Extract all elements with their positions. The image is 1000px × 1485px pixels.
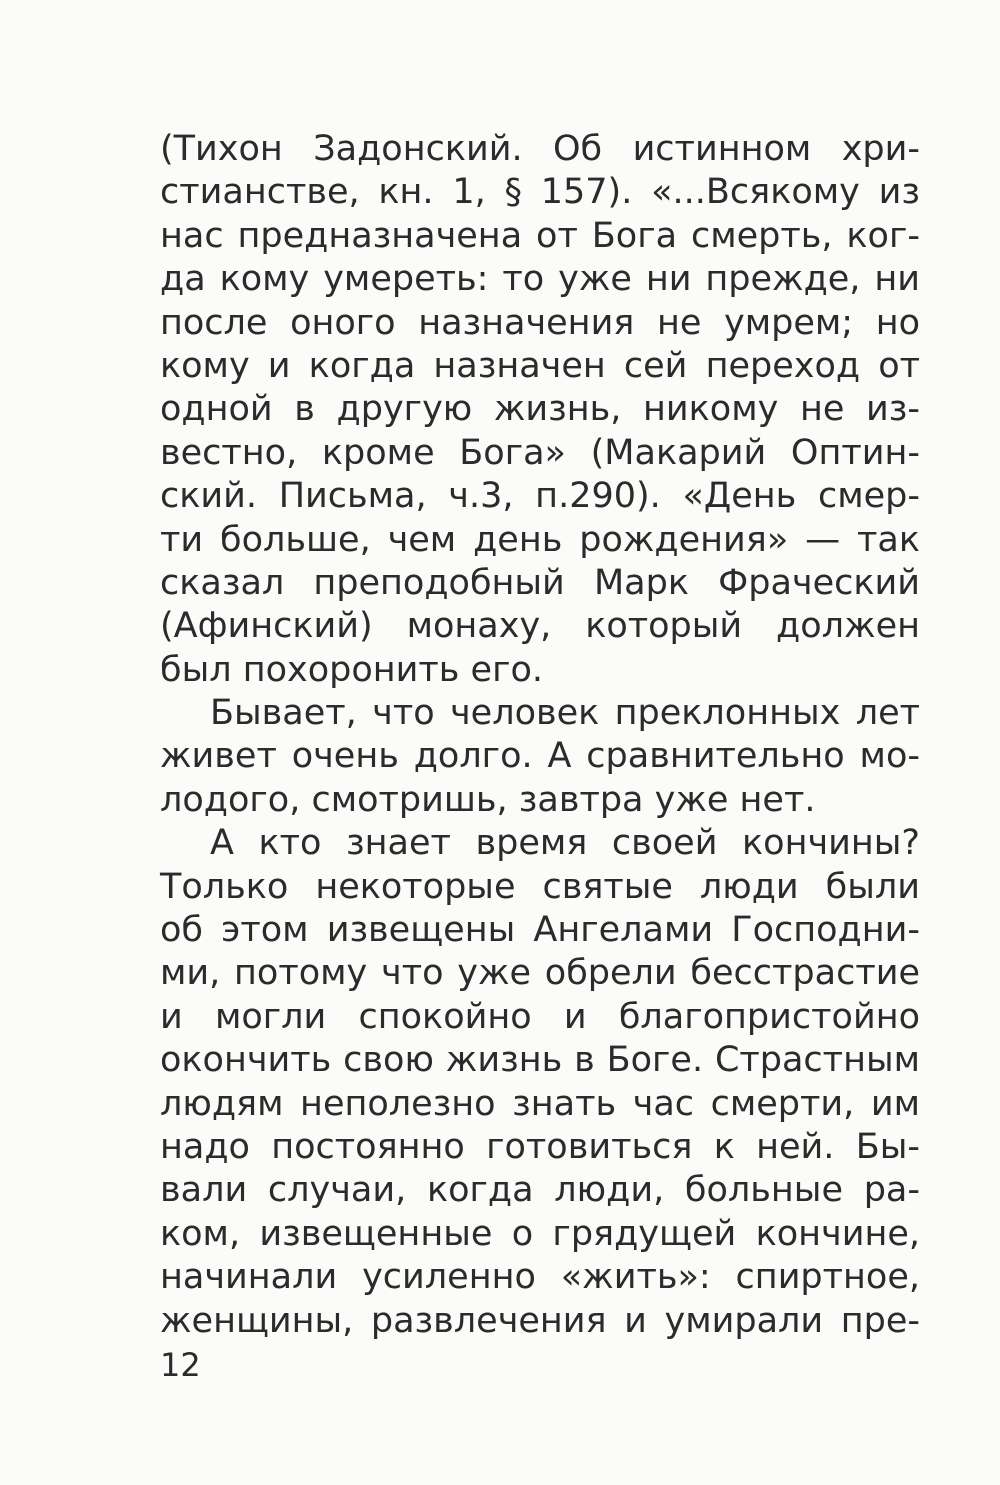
text-line: да кому умереть: то уже ни прежде, ни — [160, 259, 920, 300]
text-line: одной в другую жизнь, никому не из- — [160, 389, 920, 430]
body-text — [160, 128, 920, 1343]
text-line: начинали усиленно «жить»: спиртное, — [160, 1257, 920, 1298]
text-line: Бывает, что человек преклонных лет — [210, 693, 920, 734]
text-line: (Тихон Задонский. Об истинном хри- — [160, 129, 920, 169]
text-line: ми, потому что уже обрели бесстрастие — [160, 953, 920, 994]
text-line: А кто знает время своей кончины? — [210, 823, 920, 864]
text-line: Только некоторые святые люди были — [160, 866, 920, 907]
text-line: после оного назначения не умрем; но — [160, 302, 920, 343]
text-line: живет очень долго. А сравнительно мо- — [160, 736, 920, 777]
text-line: ти больше, чем день рождения» — так — [160, 519, 920, 560]
text-line: был похоронить его. — [160, 649, 544, 690]
page-number: 12 — [160, 1346, 201, 1384]
text-line: женщины, развлечения и умирали пре- — [160, 1300, 920, 1341]
text-line: ком, извещенные о грядущей кончине, — [160, 1213, 920, 1254]
text-line: лодого, смотришь, завтра уже нет. — [160, 779, 816, 820]
text-line: вали случаи, когда люди, больные ра- — [160, 1170, 920, 1211]
text-line: кому и когда назначен сей переход от — [160, 345, 920, 386]
text-line: людям неполезно знать час смерти, им — [160, 1083, 920, 1124]
text-line: и могли спокойно и благопристойно — [160, 996, 920, 1037]
text-line: стианстве, кн. 1, § 157). «...Всякому из — [160, 172, 920, 213]
text-line: надо постоянно готовиться к ней. Бы- — [160, 1126, 920, 1167]
text-line: нас предназначена от Бога смерть, ког- — [160, 215, 920, 256]
paragraph-2 — [160, 692, 920, 822]
text-line: ский. Письма, ч.3, п.290). «День смер- — [160, 476, 920, 517]
text-line: окончить свою жизнь в Боге. Страстным — [160, 1040, 920, 1081]
text-line: сказал преподобный Марк Фраческий — [160, 562, 920, 603]
text-line: (Афинский) монаху, который должен — [160, 606, 920, 647]
text-line: вестно, кроме Бога» (Макарий Оптин- — [160, 432, 920, 473]
text-line: об этом извещены Ангелами Господни- — [160, 910, 920, 951]
paragraph-3 — [160, 822, 920, 1343]
paragraph-1 — [160, 128, 920, 692]
